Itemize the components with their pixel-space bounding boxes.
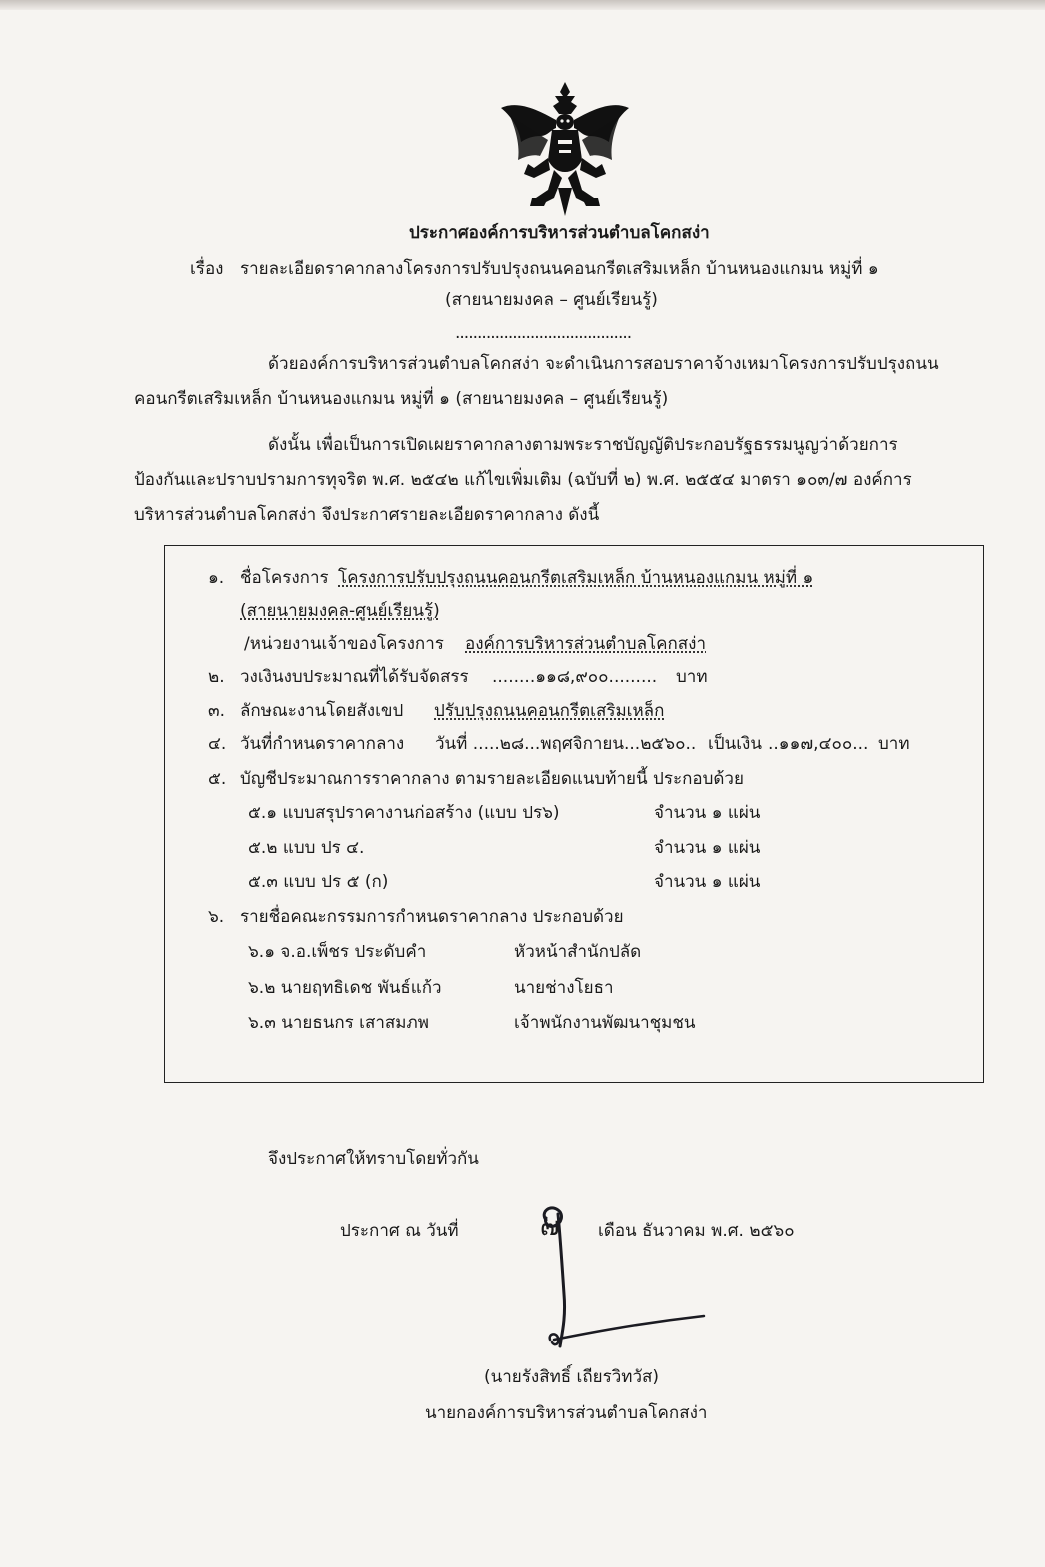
announce-day-handwritten: ๗ — [540, 1212, 560, 1242]
item-1-value-2: (สายนายมงคล-ศูนย์เรียนรู้) — [240, 601, 440, 621]
subject-line: รายละเอียดราคากลางโครงการปรับปรุงถนนคอนกรีตเสริมเหล็ก บ้านหนองแกมน หมู่ที่ ๑ — [240, 259, 879, 279]
item-5-row-name: ๕.๑ แบบสรุปราคางานก่อสร้าง (แบบ ปร๖) — [248, 803, 560, 823]
paragraph-2-line-1: ดังนั้น เพื่อเป็นการเปิดเผยราคากลางตามพระราชบัญญัติประกอบรัฐธรรมนูญว่าด้วยการ — [268, 435, 898, 455]
subject-prefix: เรื่อง — [190, 259, 224, 279]
item-6-label: รายชื่อคณะกรรมการกำหนดราคากลาง ประกอบด้วย — [240, 907, 624, 927]
closing-statement: จึงประกาศให้ทราบโดยทั่วกัน — [268, 1149, 479, 1169]
item-1-owner-label: /หน่วยงานเจ้าของโครงการ — [244, 634, 444, 654]
item-4-number: ๔. — [208, 734, 227, 754]
signature-icon — [520, 1190, 720, 1360]
item-3-number: ๓. — [208, 701, 226, 721]
paragraph-1-line-2: คอนกรีตเสริมเหล็ก บ้านหนองแกมน หมู่ที่ ๑ (สายนายมงคล – ศูนย์เรียนรู้) — [134, 389, 669, 409]
item-5-row-name: ๕.๓ แบบ ปร ๕ (ก) — [248, 872, 389, 892]
item-2-unit: บาท — [676, 667, 708, 687]
item-4-unit: บาท — [878, 734, 910, 754]
announce-month-year: เดือน ธันวาคม พ.ศ. ๒๕๖๐ — [598, 1221, 795, 1241]
item-5-row-qty: จำนวน ๑ แผ่น — [654, 838, 761, 858]
item-1-label: ชื่อโครงการ — [240, 568, 329, 588]
signer-position: นายกองค์การบริหารส่วนตำบลโคกสง่า — [425, 1403, 708, 1423]
paragraph-1-line-1: ด้วยองค์การบริหารส่วนตำบลโคกสง่า จะดำเนินการสอบราคาจ้างเหมาโครงการปรับปรุงถนน — [268, 354, 939, 374]
garuda-emblem-icon — [498, 80, 633, 220]
item-6-number: ๖. — [208, 907, 225, 927]
item-2-number: ๒. — [208, 667, 225, 687]
separator-dots: ........................................ — [455, 323, 632, 343]
item-2-value: ........๑๑๘,๙๐๐......... — [492, 667, 658, 687]
subject-line-2: (สายนายมงคล – ศูนย์เรียนรู้) — [445, 290, 658, 310]
item-5-number: ๕. — [208, 769, 227, 789]
item-4-date: วันที่ .....๒๘...พฤศจิกายน...๒๕๖๐.. — [435, 734, 697, 754]
item-3-value: ปรับปรุงถนนคอนกรีตเสริมเหล็ก — [434, 701, 665, 721]
committee-member-role: หัวหน้าสำนักปลัด — [514, 942, 642, 962]
committee-member-role: นายช่างโยธา — [514, 978, 614, 998]
item-1-value: โครงการปรับปรุงถนนคอนกรีตเสริมเหล็ก บ้านหนองแกมน หมู่ที่ ๑ — [338, 568, 814, 588]
announce-date-label: ประกาศ ณ วันที่ — [340, 1221, 459, 1241]
item-1-number: ๑. — [208, 568, 225, 588]
item-5-row-qty: จำนวน ๑ แผ่น — [654, 803, 761, 823]
signer-name: (นายรังสิทธิ์ เถียรวิทวัส) — [484, 1367, 660, 1387]
paper-top-edge — [0, 0, 1045, 10]
item-3-label: ลักษณะงานโดยสังเขป — [240, 701, 404, 721]
committee-member-name: ๖.๒ นายฤทธิเดช พันธ์แก้ว — [248, 978, 442, 998]
committee-member-name: ๖.๑ จ.อ.เพ็ชร ประดับคำ — [248, 942, 427, 962]
committee-member-role: เจ้าพนักงานพัฒนาชุมชน — [514, 1013, 696, 1033]
paragraph-2-line-3: บริหารส่วนตำบลโคกสง่า จึงประกาศรายละเอียดราคากลาง ดังนี้ — [134, 505, 600, 525]
paragraph-2-line-2: ป้องกันและปราบปรามการทุจริต พ.ศ. ๒๕๔๒ แก้ไขเพิ่มเติม (ฉบับที่ ๒) พ.ศ. ๒๕๕๔ มาตรา ๑๐๓/๗ องค์การ — [134, 470, 912, 490]
item-4-amount: ..๑๑๗,๔๐๐... — [768, 734, 869, 754]
item-5-label: บัญชีประมาณการราคากลาง ตามรายละเอียดแนบท้ายนี้ ประกอบด้วย — [240, 769, 744, 789]
announcement-title: ประกาศองค์การบริหารส่วนตำบลโคกสง่า — [409, 223, 710, 243]
item-4-label: วันที่กำหนดราคากลาง — [240, 734, 405, 754]
item-5-row-name: ๕.๒ แบบ ปร ๔. — [248, 838, 365, 858]
item-5-row-qty: จำนวน ๑ แผ่น — [654, 872, 761, 892]
committee-member-name: ๖.๓ นายธนกร เสาสมภพ — [248, 1013, 429, 1033]
item-2-label: วงเงินงบประมาณที่ได้รับจัดสรร — [240, 667, 469, 687]
item-4-amount-label: เป็นเงิน — [708, 734, 762, 754]
item-1-owner-value: องค์การบริหารส่วนตำบลโคกสง่า — [465, 634, 707, 654]
